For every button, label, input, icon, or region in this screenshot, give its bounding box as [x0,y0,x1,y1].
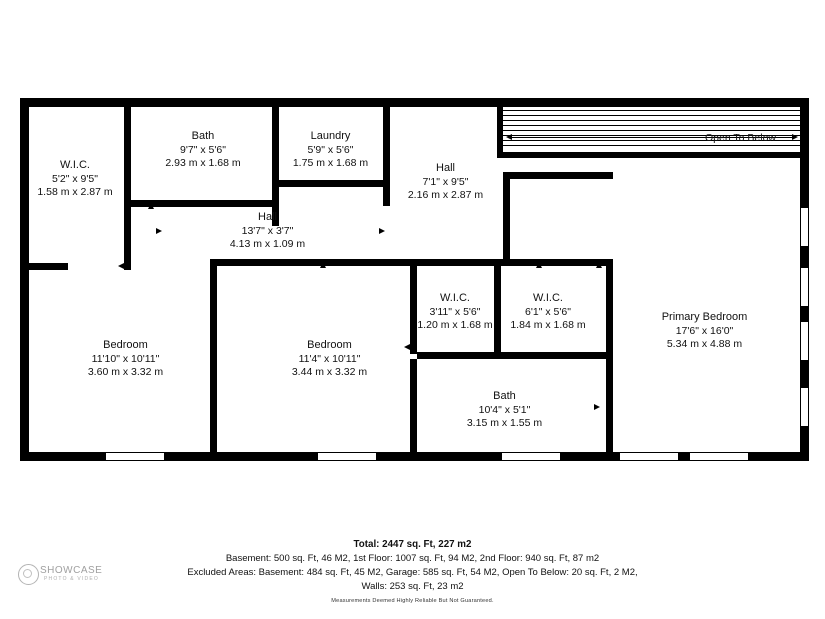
wall-hall-corridor-bottom-2 [410,259,613,266]
room-name: Primary Bedroom [661,311,748,323]
room-dimensions-imperial: 13'7" x 3'7" [241,224,294,237]
room-name: Bath [493,390,516,402]
camera-lens-icon [18,564,39,585]
door-marker-hall-upper-right [503,208,509,214]
room-name: W.I.C. [440,292,470,304]
wall-open-to-below-bottom [497,152,809,158]
room-dimensions-metric: 1.58 m x 2.87 m [37,186,113,199]
room-label-wic-3 [502,291,594,333]
open-to-below-label: Open To Below [705,132,777,144]
room-label-hall-upper [393,161,498,203]
door-marker-bath-upper [148,203,154,209]
room-dimensions-metric: 3.44 m x 3.32 m [291,366,368,379]
room-dimensions-imperial: 6'1" x 5'6" [525,305,571,318]
room-label-laundry [278,129,383,171]
window-bedroom-1 [106,452,164,461]
brand-logo [18,563,108,589]
room-name: Bedroom [103,339,148,351]
door-marker-wic-primary [536,262,542,268]
room-dimensions-imperial: 17'6" x 16'0" [675,324,734,337]
room-label-wic-1 [20,158,130,200]
room-label-hall-corridor [215,210,320,252]
door-marker-bedroom-2 [320,262,326,268]
room-name: Bedroom [307,339,352,351]
window-bath-lower [502,452,560,461]
room-dimensions-imperial: 11'4" x 10'11" [298,352,361,365]
wall-hall-corridor-left [210,259,217,452]
floor-breakdown: Basement: 500 sq. Ft, 46 M2, 1st Floor: 1007 sq. Ft, 94 M2, 2nd Floor: 940 sq. Ft, 87 m2 [225,553,600,565]
wall-bath-lower-left [410,359,417,452]
room-dimensions-metric: 5.34 m x 4.88 m [666,338,743,351]
wall-wic-pair-bottom [417,352,613,359]
window-primary-bedroom-right-4 [800,388,809,426]
room-name: Bath [191,130,215,142]
room-dimensions-imperial: 9'7" x 5'6" [180,143,226,156]
wall-hall-corridor-bottom [210,259,410,266]
room-dimensions-imperial: 3'11" x 5'6" [429,305,481,318]
room-label-bedroom-2 [272,338,387,380]
room-label-bath-lower [452,389,557,431]
wall-laundry-right [383,98,390,206]
window-bedroom-2 [318,452,376,461]
brand-tagline: PHOTO & VIDEO [44,576,99,582]
window-primary-bedroom-right-1 [800,208,809,246]
room-label-bedroom-1 [68,338,183,380]
door-marker-wic-small [404,344,410,350]
door-marker-bath-lower [594,404,600,410]
wall-exterior-left [20,98,29,461]
room-name: Hall [258,211,277,223]
room-dimensions-metric: 4.13 m x 1.09 m [229,238,306,251]
room-dimensions-metric: 3.60 m x 3.32 m [87,366,164,379]
room-name: W.I.C. [60,159,90,171]
excluded-areas-line-2: Walls: 253 sq. Ft, 23 m2 [361,580,464,592]
area-summary [0,538,825,594]
door-marker-hall-right [379,228,385,234]
room-name: W.I.C. [533,292,563,304]
room-dimensions-imperial: 10'4" x 5'1" [478,403,531,416]
room-dimensions-metric: 2.16 m x 2.87 m [407,189,484,202]
wall-hall-top-right [503,172,613,179]
room-dimensions-imperial: 5'9" x 5'6" [307,143,354,156]
door-marker-wic-secondary [596,262,602,268]
room-dimensions-metric: 1.84 m x 1.68 m [510,319,586,332]
room-dimensions-metric: 1.20 m x 1.68 m [417,319,493,332]
room-name: Hall [436,162,455,174]
door-marker-hall-left [156,228,162,234]
wall-wic-left-bottom [20,263,68,270]
room-dimensions-metric: 3.15 m x 1.55 m [466,417,543,430]
room-dimensions-imperial: 11'10" x 10'11" [91,352,160,365]
room-dimensions-imperial: 5'2" x 9'5" [52,172,98,185]
total-area: Total: 2447 sq. Ft, 227 m2 [353,539,472,550]
stair-open-to-below [503,107,800,152]
stair-arrow-head-right [792,134,798,140]
room-label-bath-upper [148,129,258,171]
window-primary-bedroom-right-3 [800,322,809,360]
room-label-primary-bedroom [622,310,787,352]
room-dimensions-metric: 1.75 m x 1.68 m [292,157,369,170]
window-primary-bedroom-bottom-2 [690,452,748,461]
wall-exterior-top [20,98,809,107]
window-primary-bedroom-right-2 [800,268,809,306]
door-marker-wic-left [118,263,124,269]
room-name: Laundry [310,130,351,142]
window-primary-bedroom-bottom-1 [620,452,678,461]
wall-laundry-bottom [279,180,390,187]
stair-arrow-head-left [506,134,512,140]
room-label-wic-2 [409,291,501,333]
wall-hall-right-vertical [503,172,510,266]
disclaimer-text: Measurements Deemed Highly Reliable But Not Guaranteed. [331,598,494,604]
excluded-areas-line-1: Excluded Areas: Basement: 484 sq. Ft, 45 M2, Garage: 585 sq. Ft, 54 M2, Open To Below: 20 sq. Ft, 2 M2, [187,566,638,578]
brand-name: SHOWCASE [40,565,103,576]
room-dimensions-metric: 2.93 m x 1.68 m [165,157,241,170]
room-dimensions-imperial: 7'1" x 9'5" [422,175,469,188]
